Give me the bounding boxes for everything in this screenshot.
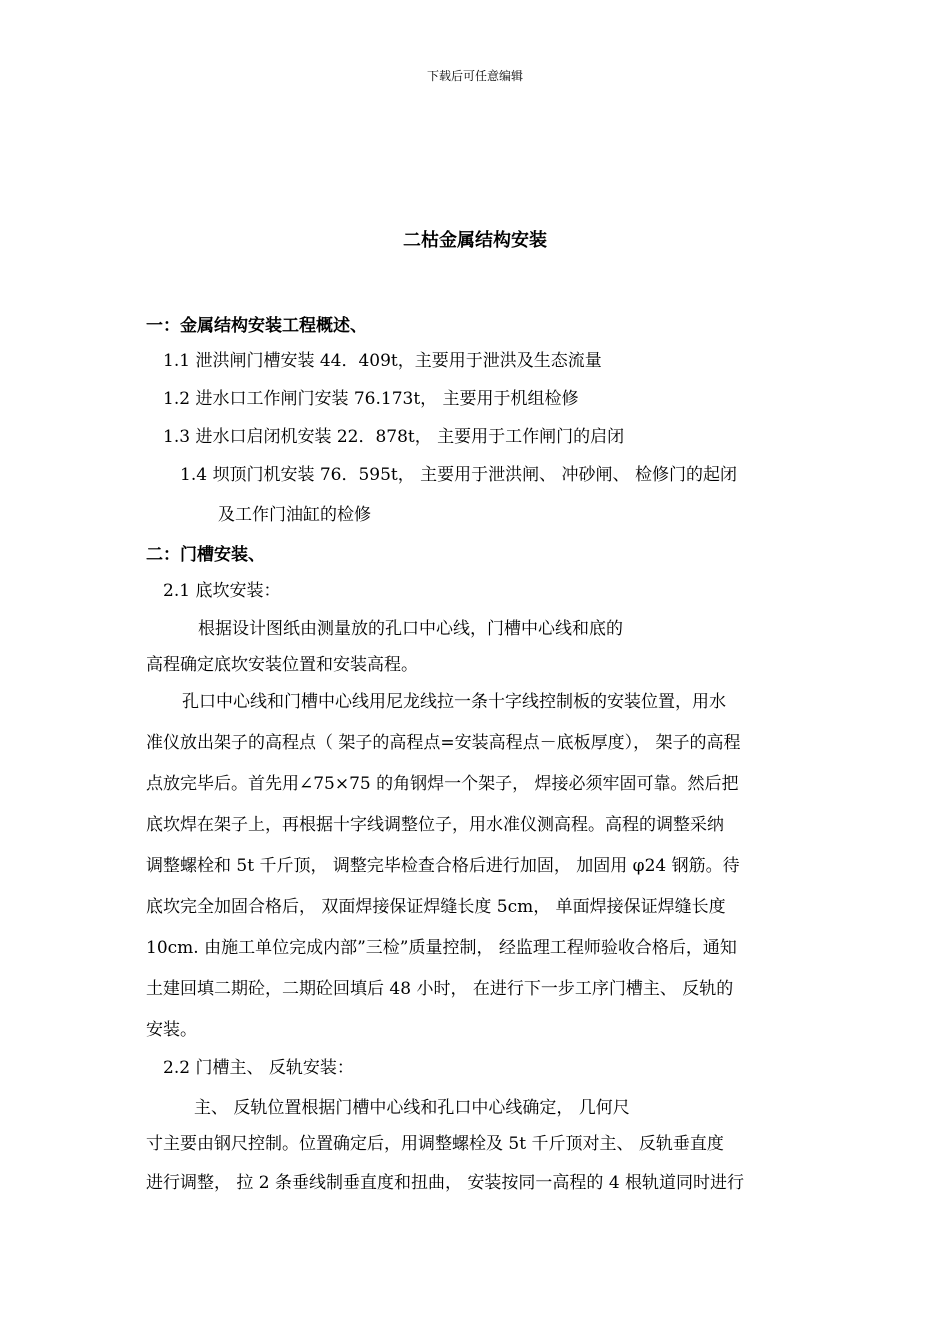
- paragraph-line: 准仪放出架子的高程点（ 架子的高程点=安装高程点－底板厚度）， 架子的高程: [146, 733, 741, 753]
- paragraph-line: 主、 反轨位置根据门槽中心线和孔口中心线确定， 几何尺: [194, 1098, 630, 1118]
- section1-item: 及工作门油缸的检修: [218, 505, 371, 525]
- paragraph-line: 10cm. 由施工单位完成内部”三检”质量控制， 经监理工程师验收合格后，通知: [146, 938, 737, 958]
- section1-item: 1.2 进水口工作闸门安装 76.173t， 主要用于机组检修: [163, 389, 579, 409]
- subsection-title: 2.2 门槽主、 反轨安装：: [163, 1058, 354, 1078]
- paragraph-line: 点放完毕后。首先用∠75×75 的角钢焊一个架子， 焊接必须牢固可靠。然后把: [146, 774, 739, 794]
- paragraph-line: 底坎焊在架子上，再根据十字线调整位子，用水准仪测高程。高程的调整采纳: [146, 815, 724, 835]
- paragraph-line: 高程确定底坎安装位置和安装高程。: [146, 655, 418, 675]
- paragraph-line: 根据设计图纸由测量放的孔口中心线，门槽中心线和底的: [198, 619, 623, 639]
- paragraph-line: 调整螺栓和 5t 千斤顶， 调整完毕检查合格后进行加固， 加固用 φ24 钢筋。待: [146, 856, 740, 876]
- section2-heading: 二：门槽安装、: [146, 545, 265, 565]
- paragraph-line: 底坎完全加固合格后， 双面焊接保证焊缝长度 5cm， 单面焊接保证焊缝长度: [146, 897, 726, 917]
- section1-heading: 一：金属结构安装工程概述、: [146, 316, 367, 336]
- paragraph-line: 孔口中心线和门槽中心线用尼龙线拉一条十字线控制板的安装位置，用水: [182, 692, 726, 712]
- section1-item: 1.3 进水口启闭机安装 22．878t， 主要用于工作闸门的启闭: [163, 427, 625, 447]
- paragraph-line: 进行调整， 拉 2 条垂线制垂直度和扭曲， 安装按同一高程的 4 根轨道同时进行: [146, 1173, 745, 1193]
- paragraph-line: 安装。: [146, 1020, 197, 1040]
- subsection-title: 2.1 底坎安装：: [163, 581, 281, 601]
- section1-item: 1.4 坝顶门机安装 76．595t， 主要用于泄洪闸、 冲砂闸、 检修门的起闭: [180, 465, 737, 485]
- section1-item: 1.1 泄洪闸门槽安装 44．409t，主要用于泄洪及生态流量: [163, 351, 602, 371]
- header-note: 下载后可任意编辑: [426, 69, 523, 83]
- paragraph-line: 寸主要由钢尺控制。位置确定后，用调整螺栓及 5t 千斤顶对主、 反轨垂直度: [146, 1134, 724, 1154]
- paragraph-line: 土建回填二期砼，二期砼回填后 48 小时， 在进行下一步工序门槽主、 反轨的: [146, 979, 734, 999]
- document-title: 二枯金属结构安装: [403, 230, 547, 251]
